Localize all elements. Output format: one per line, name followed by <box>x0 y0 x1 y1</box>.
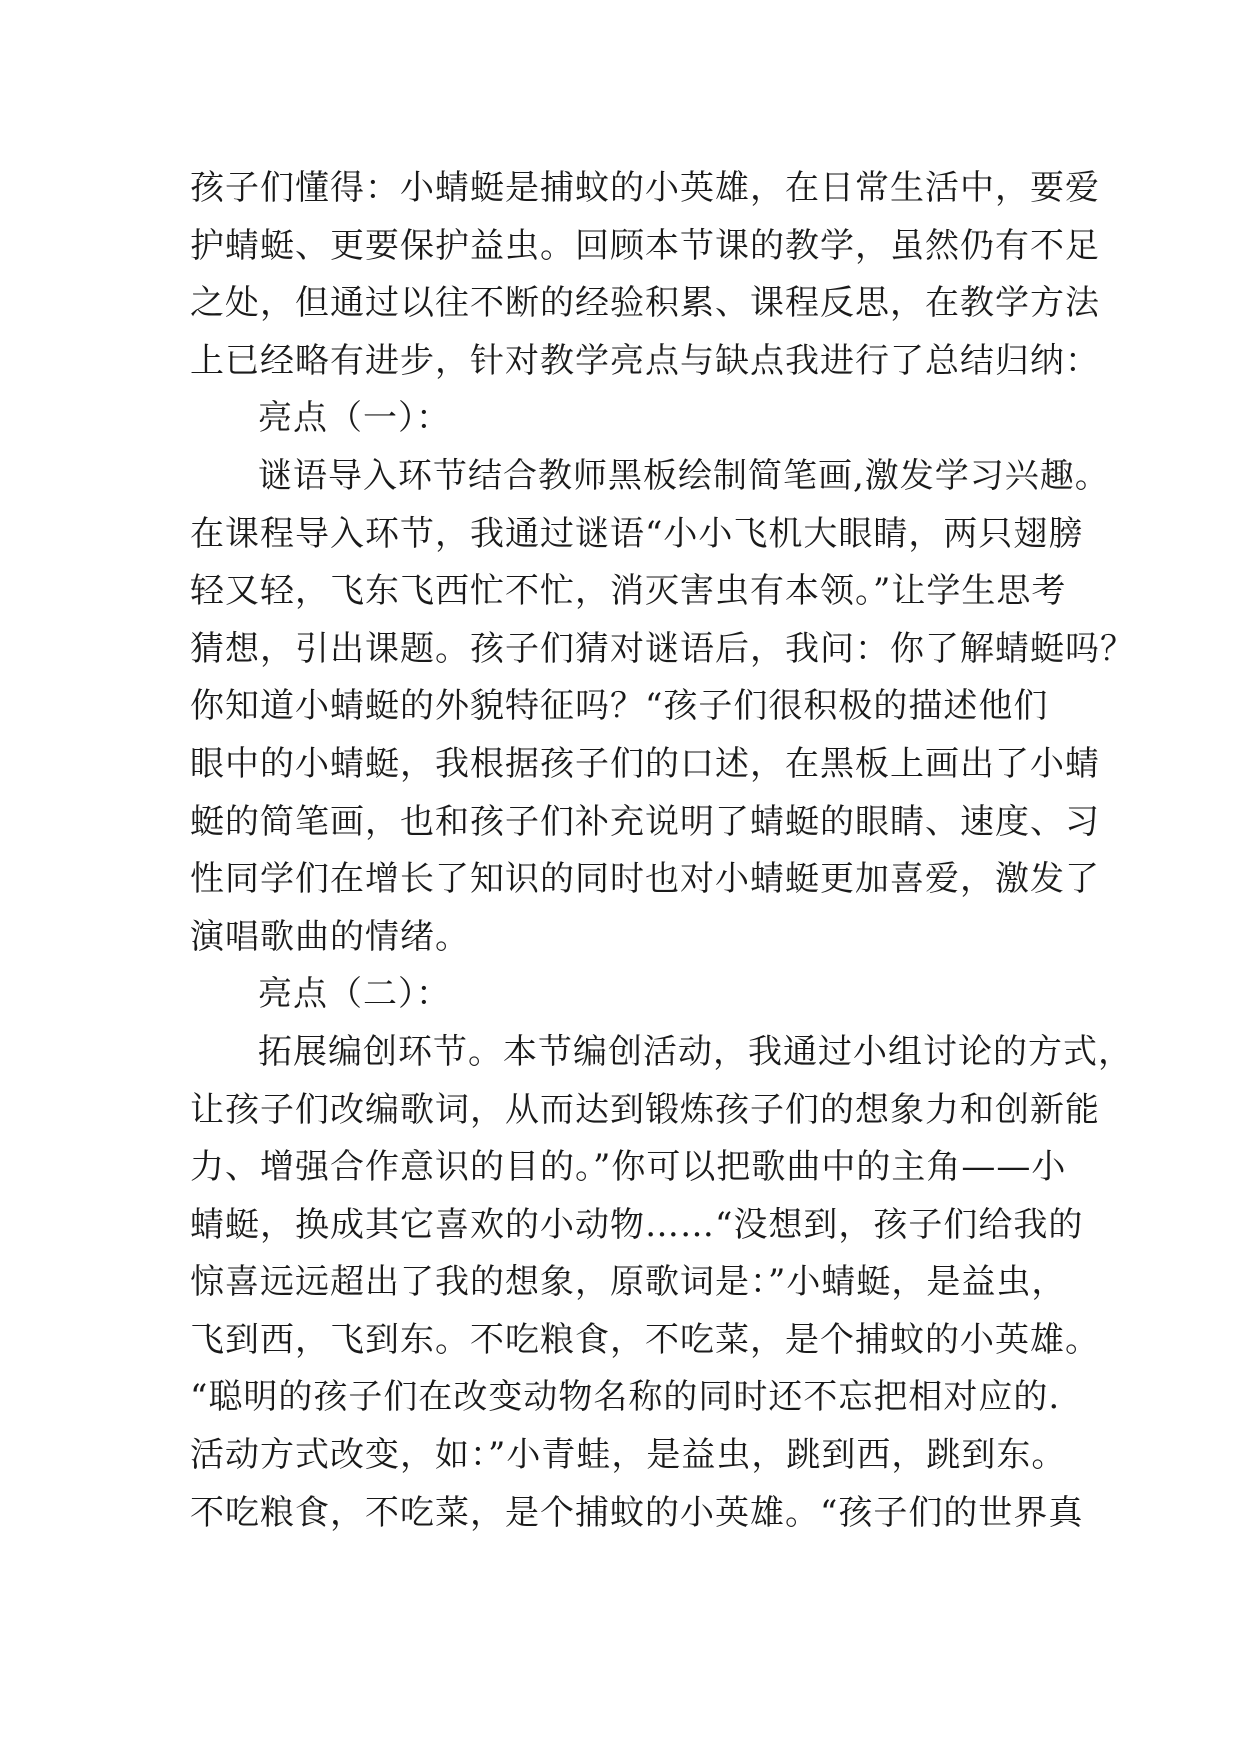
text-line: 眼中的小蜻蜓，我根据孩子们的口述，在黑板上画出了小蜻 <box>190 743 1100 784</box>
text-line: 蜻蜓，换成其它喜欢的小动物……“没想到，孩子们给我的 <box>190 1204 1084 1245</box>
text-line: 活动方式改变，如：”小青蛙，是益虫，跳到西，跳到东。 <box>190 1435 1067 1476</box>
text-line: 轻又轻，飞东飞西忙不忙，消灭害虫有本领。”让学生思考 <box>190 571 1067 612</box>
text-line: 之处，但通过以往不断的经验积累、课程反思，在教学方法 <box>190 283 1100 324</box>
text-line: 护蜻蜓、更要保护益虫。回顾本节课的教学，虽然仍有不足 <box>190 225 1100 266</box>
text-line: 不吃粮食，不吃菜，是个捕蚊的小英雄。“孩子们的世界真 <box>190 1492 1084 1533</box>
text-line: 上已经略有进步，针对教学亮点与缺点我进行了总结归纳： <box>190 340 1100 381</box>
text-line: 猜想，引出课题。孩子们猜对谜语后，我问：你了解蜻蜓吗？ <box>190 628 1135 669</box>
text-line: 力、增强合作意识的目的。”你可以把歌曲中的主角——小 <box>190 1147 1067 1188</box>
text-line: 你知道小蜻蜓的外貌特征吗？“孩子们很积极的描述他们 <box>190 686 1049 727</box>
text-line: 拓展编创环节。本节编创活动，我通过小组讨论的方式， <box>258 1031 1133 1072</box>
text-line: 在课程导入环节，我通过谜语“小小飞机大眼睛，两只翅膀 <box>190 513 1084 554</box>
text-line: 亮点（一）： <box>258 398 451 439</box>
body-text <box>190 160 1135 1542</box>
text-line: 性同学们在增长了知识的同时也对小蜻蜓更加喜爱，激发了 <box>190 859 1100 900</box>
text-line: 谜语导入环节结合教师黑板绘制简笔画,激发学习兴趣。 <box>258 455 1110 496</box>
text-line: 让孩子们改编歌词，从而达到锻炼孩子们的想象力和创新能 <box>190 1089 1100 1130</box>
text-line: 孩子们懂得：小蜻蜓是捕蚊的小英雄，在日常生活中，要爱 <box>190 168 1100 208</box>
text-line: 亮点（二）： <box>258 974 451 1015</box>
text-line: 惊喜远远超出了我的想象，原歌词是：”小蜻蜓，是益虫， <box>190 1262 1067 1303</box>
text-line: 蜓的简笔画，也和孩子们补充说明了蜻蜓的眼睛、速度、习 <box>190 801 1100 842</box>
text-line: “聪明的孩子们在改变动物名称的同时还不忘把相对应的. <box>190 1377 1061 1418</box>
text-line: 飞到西，飞到东。不吃粮食，不吃菜，是个捕蚊的小英雄。 <box>190 1319 1100 1360</box>
text-line: 演唱歌曲的情绪。 <box>190 916 470 957</box>
